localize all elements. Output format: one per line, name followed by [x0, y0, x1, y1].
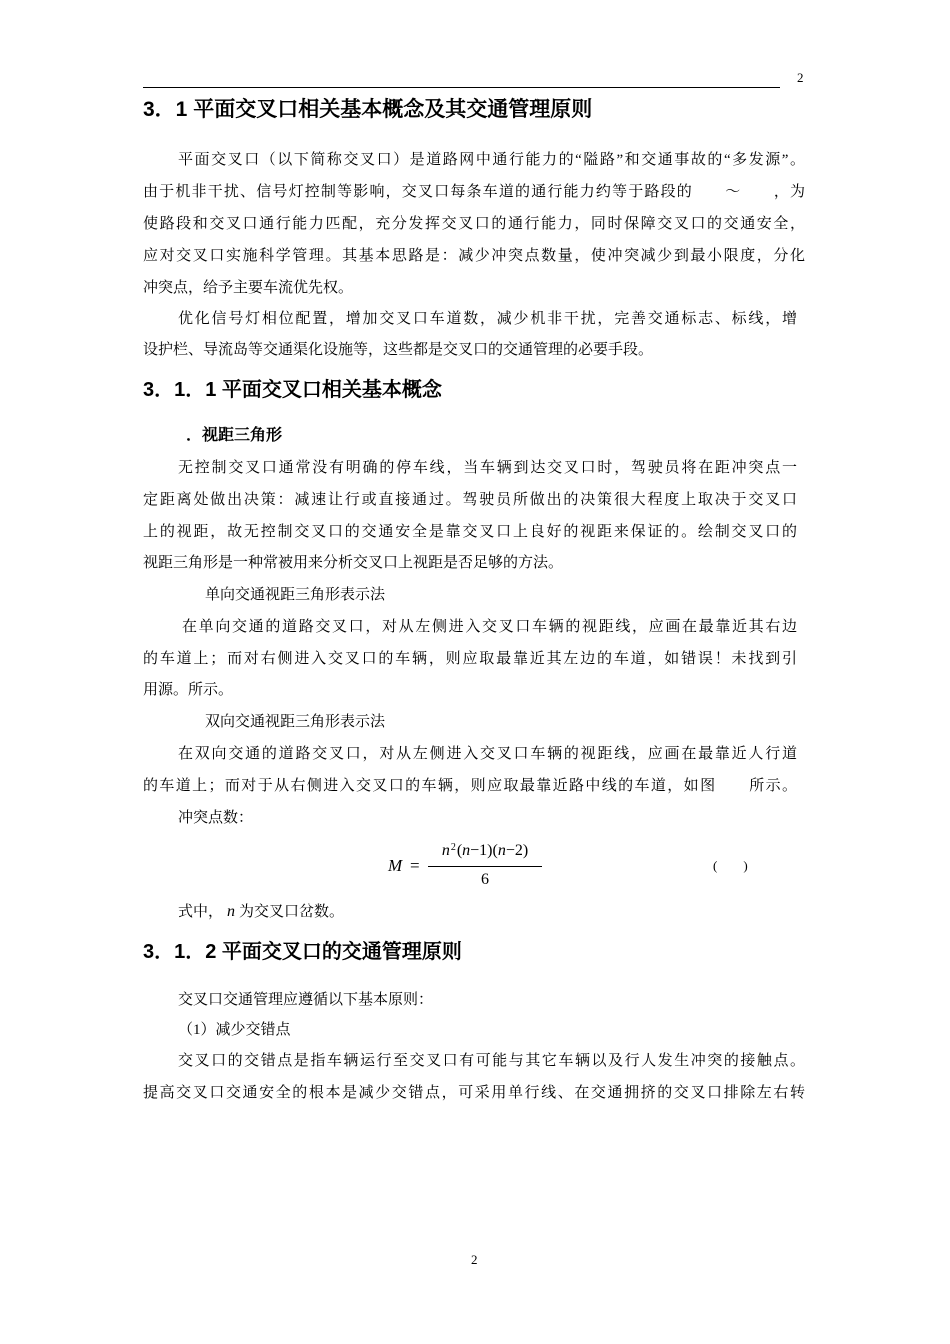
principle-1-line-1: 交叉口的交错点是指车辆运行至交叉口有可能与其它车辆以及行人发生冲突的接触点。 [178, 1053, 805, 1069]
sight-triangle-line-1: 无控制交叉口通常没有明确的停车线，当车辆到达交叉口时，驾驶员将在距冲突点一 [178, 460, 797, 476]
two-way-line-1: 在双向交通的道路交叉口，对从左侧进入交叉口车辆的视距线，应画在最靠近人行道 [178, 746, 797, 762]
principles-intro: 交叉口交通管理应遵循以下基本原则： [178, 992, 434, 1008]
factor-1-open: ( [456, 842, 463, 859]
header-page-number: 2 [797, 70, 804, 85]
intro-line-2: 由于机非干扰、信号灯控制等影响，交叉口每条车道的通行能力约等于路段的 ～ ，为 [143, 184, 805, 200]
measures-line-1: 优化信号灯相位配置，增加交叉口车道数，减少机非干扰，完善交通标志、标线，增 [178, 311, 797, 327]
factor-1-var: n [462, 842, 471, 859]
factor-1-close: −1) [470, 842, 493, 859]
equation-number: ( ) [713, 858, 748, 873]
formula-lhs: M [388, 856, 403, 875]
intro-line-5: 冲突点，给予主要车流优先权。 [143, 280, 354, 296]
footer-page-number: 2 [471, 1252, 478, 1267]
one-way-line-1: 在单向交通的道路交叉口，对从左侧进入交叉口车辆的视距线，应画在最靠近其右边 [182, 619, 797, 635]
two-way-title: 双向交通视距三角形表示法 [205, 714, 386, 730]
one-way-line-3: 用源。所示。 [143, 682, 234, 698]
formula-numerator [428, 841, 542, 863]
factor-2-close: −2) [505, 842, 529, 859]
intro-line-4: 应对交叉口实施科学管理。其基本思路是：减少冲突点数量，使冲突减少到最小限度，分化 [143, 248, 805, 264]
formula-equals: = [410, 856, 420, 875]
conflict-point-label: 冲突点数： [178, 810, 254, 826]
factor-2-open: ( [492, 842, 498, 859]
principle-1-line-2: 提高交叉口交通安全的根本是减少交错点，可采用单行线、在交通拥挤的交叉口排除左右转 [143, 1085, 805, 1101]
measures-line-2: 设护栏、导流岛等交通渠化设施等，这些都是交叉口的交通管理的必要手段。 [143, 342, 654, 358]
fraction-bar [428, 866, 542, 867]
section-3-1-1-title: 3．1．1 平面交叉口相关基本概念 [143, 379, 442, 401]
factor-2-var: n [497, 842, 506, 859]
section-3-1-2-title: 3．1．2 平面交叉口的交通管理原则 [143, 941, 462, 963]
formula-where-clause [178, 902, 344, 922]
numerator-exponent: 2 [450, 842, 456, 853]
two-way-line-2: 的车道上；而对于从右侧进入交叉口的车辆，则应取最靠近路中线的车道，如图 所示。 [143, 778, 797, 794]
principle-1-title: （1）减少交错点 [178, 1022, 291, 1038]
sight-triangle-title: ．视距三角形 [186, 427, 283, 444]
where-prefix: 式中， [178, 904, 224, 920]
header-rule [143, 87, 780, 88]
numerator-var: n [441, 842, 450, 859]
sight-triangle-line-2: 定距离处做出决策：减速让行或直接通过。驾驶员所做出的决策很大程度上取决于交叉口 [143, 492, 797, 508]
sight-triangle-line-3: 上的视距，故无控制交叉口的交通安全是靠交叉口上良好的视距来保证的。绘制交叉口的 [143, 524, 797, 540]
one-way-title: 单向交通视距三角形表示法 [205, 587, 386, 603]
where-suffix: 为交叉口岔数。 [239, 904, 345, 920]
where-var: n [227, 903, 236, 920]
formula-denominator: 6 [481, 871, 489, 888]
section-3-1-title: 3．1 平面交叉口相关基本概念及其交通管理原则 [143, 98, 593, 121]
intro-line-1: 平面交叉口（以下简称交叉口）是道路网中通行能力的“隘路”和交通事故的“多发源”。 [178, 152, 805, 168]
one-way-line-2: 的车道上；而对右侧进入交叉口的车辆，则应取最靠近其左边的车道，如错误！未找到引 [143, 651, 797, 667]
sight-triangle-line-4: 视距三角形是一种常被用来分析交叉口上视距是否足够的方法。 [143, 555, 564, 571]
intro-line-3: 使路段和交叉口通行能力匹配，充分发挥交叉口的通行能力，同时保障交叉口的交通安全， [143, 216, 805, 232]
